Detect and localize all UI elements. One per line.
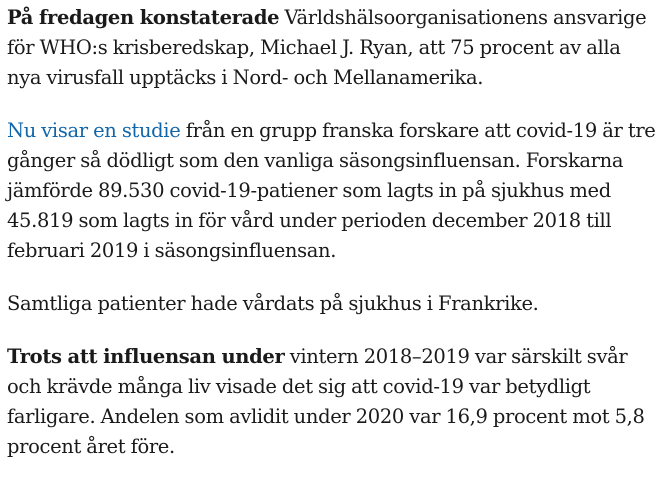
paragraph-patients-france <box>7 289 659 319</box>
paragraph-text: Samtliga patienter hade vårdats på sjukhus i Frankrike. <box>7 292 539 315</box>
paragraph-text: vintern 2018–2019 var särskilt svår och krävde många liv visade det sig att covid-19 var betydligt farligare. Andelen som avlidit under 2020 var 16,9 procent mot 5,8 procent året före. <box>7 345 645 458</box>
paragraph-who-statement <box>7 3 659 93</box>
paragraph-french-study <box>7 116 659 266</box>
article-body <box>7 3 659 485</box>
paragraph-lead: Trots att influensan under <box>7 345 285 368</box>
paragraph-text: från en grupp franska forskare att covid-19 är tre gånger så dödligt som den vanliga säsongsinfluensan. Forskarna jämförde 89.530 covid-19-patiener som lagts in på sjukhus med 45.819 som lagts in för vård under perioden december 2018 till februari 2019 i säsongsinfluensan. <box>7 119 656 262</box>
study-link[interactable]: Nu visar en studie <box>7 119 181 142</box>
paragraph-lead: På fredagen konstaterade <box>7 6 280 29</box>
paragraph-text: Världshälsoorganisationens ansvarige för WHO:s krisberedskap, Michael J. Ryan, att 75 procent av alla nya virusfall upptäcks i Nord- och Mellanamerika. <box>7 6 647 89</box>
paragraph-influenza-comparison <box>7 342 659 462</box>
